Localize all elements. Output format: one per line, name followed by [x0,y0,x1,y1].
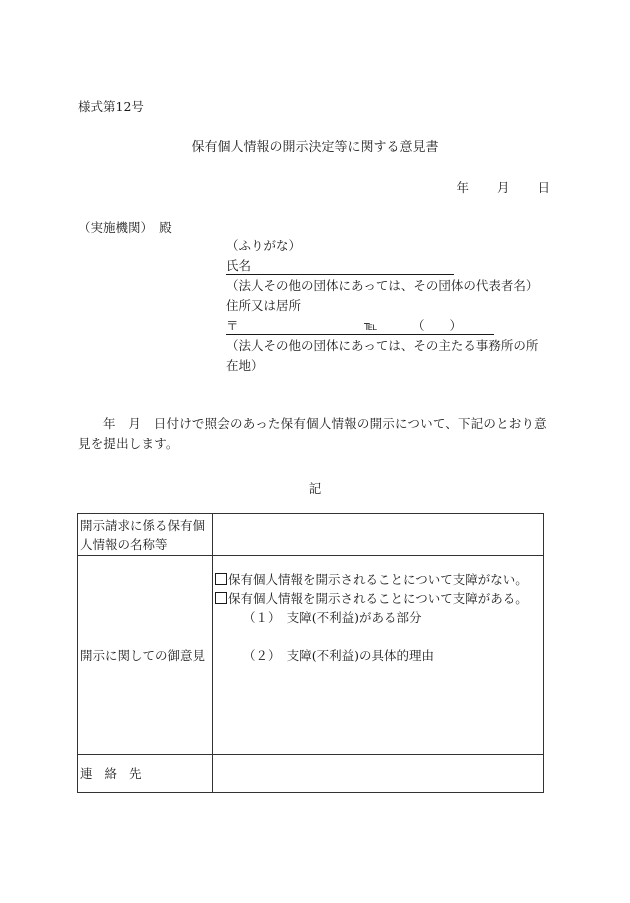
option-no-objection[interactable]: 保有個人情報を開示されることについて支障がない。 [215,570,541,589]
checkbox-icon[interactable] [215,592,227,604]
date-day: 日 [537,180,550,195]
sub-item-1: （１） 支障(不利益)がある部分 [243,610,422,625]
contact-cell[interactable] [213,755,544,793]
name-field[interactable] [226,256,454,275]
ki-heading: 記 [308,481,322,496]
postal-mark: 〒 [226,318,239,333]
addressee: （実施機関） 殿 [78,220,172,235]
document-title: 保有個人情報の開示決定等に関する意見書 [191,140,439,155]
form-number: 様式第12号 [78,99,144,114]
address-label: 住所又は居所 [226,298,302,313]
info-name-label: 開示請求に係る保有個人情報の名称等 [78,514,213,556]
opinion-table [77,513,544,793]
tel-mark: ℡ [364,318,378,333]
corp-rep-note: （法人その他の団体にあっては、その団体の代表者名） [226,278,539,293]
info-name-cell[interactable] [213,514,544,556]
date-line [442,178,550,196]
contact-label: 連絡先 [78,755,213,793]
corp-office-note: （法人その他の団体にあっては、その主たる事務所の所 [226,338,539,353]
opinion-cell [213,556,544,755]
option-objection[interactable]: 保有個人情報を開示されることについて支障がある。 [215,589,541,608]
tel-paren: （ ） [412,318,463,333]
corp-office-note-cont: 在地） [226,358,264,373]
checkbox-icon[interactable] [215,573,227,585]
date-month: 月 [496,180,510,195]
furigana-label: （ふりがな） [226,238,302,253]
date-year: 年 [456,180,469,195]
body-paragraph: 年 月 日付けで照会のあった保有個人情報の開示について、下記のとおり意見を提出します。 [78,416,547,451]
sub-item-2: （２） 支障(不利益)の具体的理由 [243,648,435,663]
address-field[interactable] [226,316,494,335]
name-label: 氏名 [226,258,252,273]
applicant-block [226,236,538,376]
opinion-label: 開示に関しての御意見 [78,556,213,755]
